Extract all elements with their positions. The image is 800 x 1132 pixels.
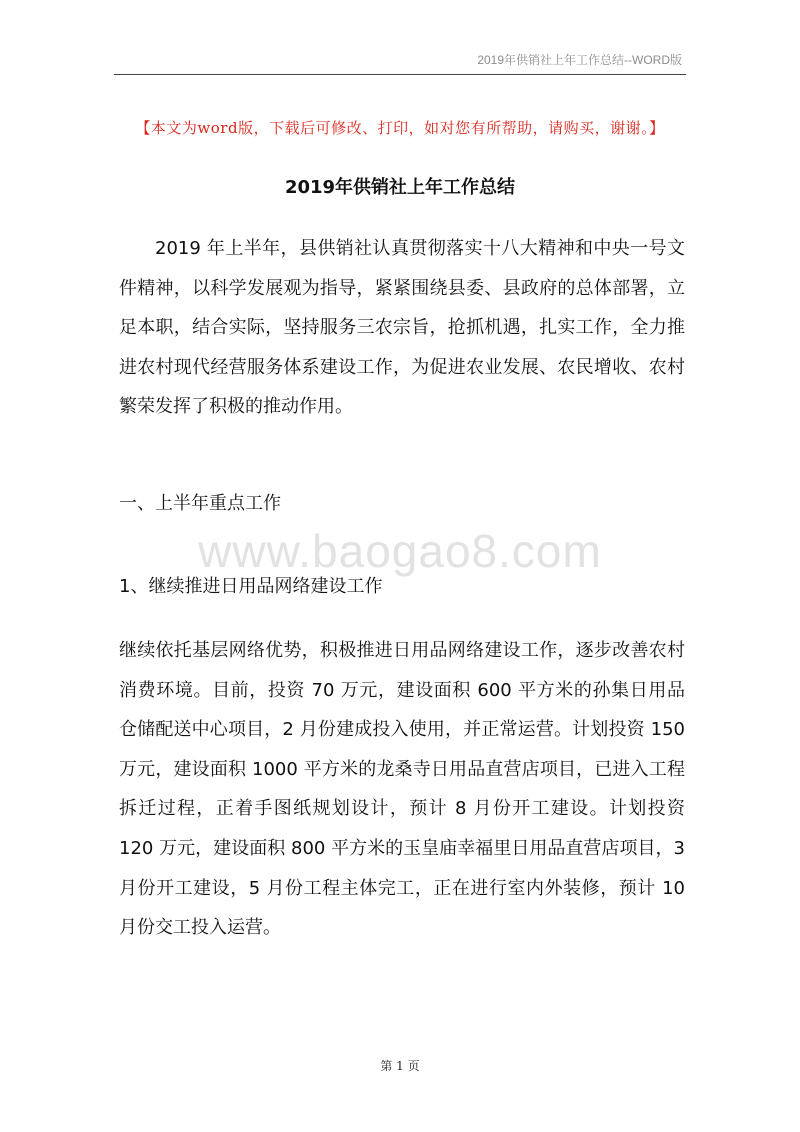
subsection-heading: 1、继续推进日用品网络建设工作 [119, 576, 383, 597]
subsection-paragraph: 继续依托基层网络优势，积极推进日用品网络建设工作，逐步改善农村消费环境。目前，投资 70 万元，建设面积 600 平方米的孙集日用品仓储配送中心项目，2 月份建成投入使用，并正常运营。计划投资 150 万元，建设面积 1000 平方米的龙桑寺日用品直营店项目，已进入工程拆迁过程，正着手图纸规划设计，预计 8 月份开工建设。计划投资 120 万元，建设面积 800 平方米的玉皇庙幸福里日用品直营店项目，3 月份开工建设，5 月份工程主体完工，正在进行室内外装修，预计 10 月份交工投入运营。 [119, 640, 685, 939]
header-divider [114, 74, 686, 75]
watermark: www.baogao8.com [198, 525, 602, 577]
running-header: 2019年供销社上年工作总结--WORD版 [477, 53, 682, 67]
intro-paragraph: 2019 年上半年，县供销社认真贯彻落实十八大精神和中央一号文件精神，以科学发展观为指导，紧紧围绕县委、县政府的总体部署，立足本职，结合实际，坚持服务三农宗旨，抢抓机遇，扎实工作，全力推进农村现代经营服务体系建设工作，为促进农业发展、农民增收、农村繁荣发挥了积极的推动作用。 [119, 238, 685, 418]
document-title: 2019年供销社上年工作总结 [284, 177, 516, 198]
page-number: 第 1 页 [380, 1059, 420, 1073]
section-heading: 一、上半年重点工作 [119, 493, 281, 514]
purchase-notice: 【本文为word版，下载后可修改、打印，如对您有所帮助，请购买，谢谢。】 [135, 119, 665, 137]
